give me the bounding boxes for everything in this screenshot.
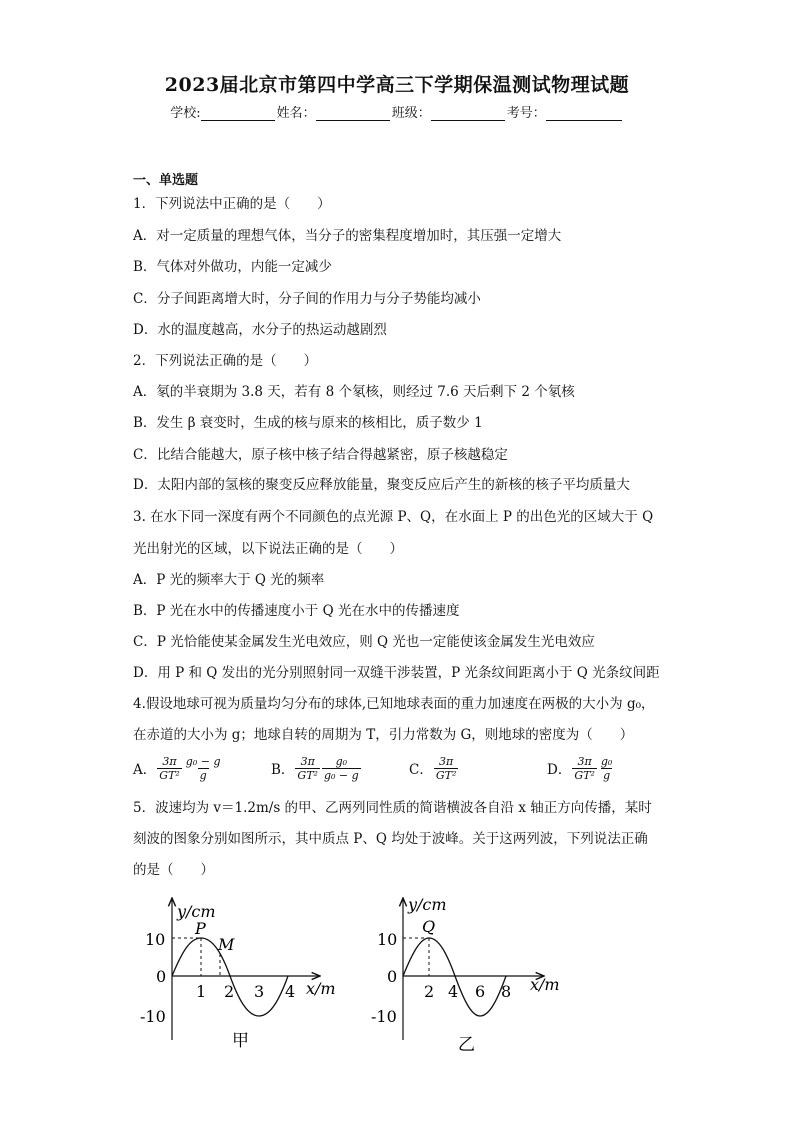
q2-option-a: A．氡的半衰期为 3.8 天，若有 8 个氡核，则经过 7.6 天后剩下 2 个氡核 — [133, 384, 575, 400]
fraction — [295, 755, 320, 782]
q2-option-c: C．比结合能越大，原子核中核子结合得越紧密，原子核越稳定 — [133, 447, 508, 463]
q3-stem-line1: 3. 在水下同一深度有两个不同颜色的点光源 P、Q，在水面上 P 的出色光的区域大于 Q — [133, 509, 654, 525]
q3-option-b: B．P 光在水中的传播速度小于 Q 光在水中的传播速度 — [133, 603, 460, 619]
q4-option-b[interactable] — [271, 748, 362, 788]
x-tick-label: 4 — [285, 982, 296, 1001]
q4-option-a[interactable] — [133, 748, 224, 788]
q1-option-c: C．分子间距离增大时，分子间的作用力与分子势能均减小 — [133, 291, 481, 307]
school-blank[interactable] — [201, 106, 275, 121]
denominator: GT² — [159, 768, 180, 782]
y-axis-label: y/cm — [177, 902, 216, 921]
id-blank[interactable] — [546, 106, 622, 121]
class-blank[interactable] — [431, 106, 505, 121]
denominator: GT² — [574, 768, 595, 782]
name-label: 姓名： — [276, 106, 316, 121]
wave-figures — [140, 890, 570, 1060]
q2-option-b: B．发生 β 衰变时，生成的核与原来的核相比，质子数少 1 — [133, 415, 483, 431]
numerator: 3π — [300, 754, 315, 768]
option-label: A． — [133, 762, 157, 778]
q5-stem-line2: 刻波的图象分别如图所示，其中质点 P、Q 均处于波峰。关于这两列波，下列说法正确 — [133, 831, 648, 847]
figure-caption: 乙 — [458, 1035, 475, 1055]
option-label: D． — [547, 762, 572, 778]
y-tick-label: -10 — [140, 1007, 166, 1026]
option-label: C． — [409, 762, 433, 778]
fraction — [184, 755, 223, 782]
q3-option-a: A．P 光的频率大于 Q 光的频率 — [133, 572, 325, 588]
numerator: 3π — [577, 754, 592, 768]
point-q-label: Q — [422, 917, 436, 936]
q4-option-d[interactable] — [547, 748, 615, 788]
fraction — [434, 755, 459, 782]
x-tick-label: 4 — [448, 982, 459, 1001]
numerator: g₀ — [600, 754, 613, 768]
x-tick-label: 1 — [196, 982, 207, 1001]
x-axis-label: x/m — [306, 979, 336, 998]
q2-option-d: D．太阳内部的氢核的聚变反应释放能量，聚变反应后产生的新核的核子平均质量大 — [133, 477, 630, 493]
q4-stem-line2: 在赤道的大小为 g；地球自转的周期为 T，引力常数为 G，则地球的密度为（ ） — [133, 727, 634, 743]
section-heading: 一、单选题 — [133, 173, 199, 188]
student-info — [0, 102, 794, 121]
q3-option-d: D．用 P 和 Q 发出的光分别照射同一双缝干涉装置，P 光条纹间距离小于 Q 光条纹间距 — [133, 665, 660, 681]
q5-stem-line3: 的是（ ） — [133, 862, 214, 878]
x-tick-label: 6 — [475, 982, 486, 1001]
q4-options — [133, 748, 653, 788]
denominator: g — [199, 768, 207, 782]
option-label: B． — [271, 762, 295, 778]
figure-caption: 甲 — [232, 1031, 249, 1051]
denominator: g₀ − g — [323, 768, 359, 782]
q4-option-c[interactable] — [409, 748, 459, 788]
q4-stem-line1: 4.假设地球可视为质量均匀分布的球体,已知地球表面的重力加速度在两极的大小为 g₀， — [133, 696, 655, 712]
fraction — [322, 755, 361, 782]
q1-option-b: B．气体对外做功，内能一定减少 — [133, 259, 332, 275]
name-blank[interactable] — [316, 106, 390, 121]
wave-figure-a — [140, 898, 336, 1051]
y-tick-label: 10 — [377, 930, 398, 949]
class-label: 班级： — [391, 106, 431, 121]
school-label: 学校: — [170, 106, 201, 121]
y-tick-label: 0 — [387, 967, 398, 986]
denominator: GT² — [435, 768, 457, 782]
x-tick-label: 3 — [254, 982, 265, 1001]
numerator: 3π — [439, 754, 454, 768]
q3-stem-line2: 光出射光的区域，以下说法正确的是（ ） — [133, 541, 403, 557]
q1-stem: 1．下列说法中正确的是（ ） — [133, 196, 331, 212]
id-label: 考号： — [506, 106, 546, 121]
y-axis-label: y/cm — [408, 895, 447, 914]
fraction — [572, 755, 597, 782]
page-title: 2023届北京市第四中学高三下学期保温测试物理试题 — [164, 74, 630, 96]
fraction — [599, 755, 614, 782]
q3-option-c: C．P 光恰能使某金属发生光电效应，则 Q 光也一定能使该金属发生光电效应 — [133, 634, 595, 650]
q1-option-d: D．水的温度越高，水分子的热运动越剧烈 — [133, 322, 387, 338]
denominator: GT² — [297, 768, 318, 782]
q1-option-a: A．对一定质量的理想气体，当分子的密集程度增加时，其压强一定增大 — [133, 228, 562, 244]
y-tick-label: 10 — [145, 930, 166, 949]
numerator: g₀ — [335, 754, 348, 768]
wave-figure-b — [371, 895, 560, 1055]
y-tick-label: 0 — [156, 967, 167, 986]
fraction — [157, 755, 182, 782]
numerator: 3π — [162, 754, 177, 768]
wave-curve — [403, 938, 506, 1016]
y-tick-label: -10 — [371, 1007, 397, 1026]
x-tick-label: 2 — [224, 982, 235, 1001]
numerator: g₀ − g — [185, 754, 221, 768]
q2-stem: 2．下列说法正确的是（ ） — [133, 353, 318, 369]
q5-stem-line1: 5．波速均为 v＝1.2m/s 的甲、乙两列同性质的简谐横波各自沿 x 轴正方向传播，某时 — [133, 800, 652, 816]
point-p-label: P — [195, 919, 206, 938]
point-m-label: M — [218, 935, 235, 954]
denominator: g — [603, 768, 611, 782]
x-axis-label: x/m — [530, 975, 560, 994]
x-tick-label: 2 — [424, 982, 435, 1001]
x-tick-label: 8 — [501, 982, 512, 1001]
